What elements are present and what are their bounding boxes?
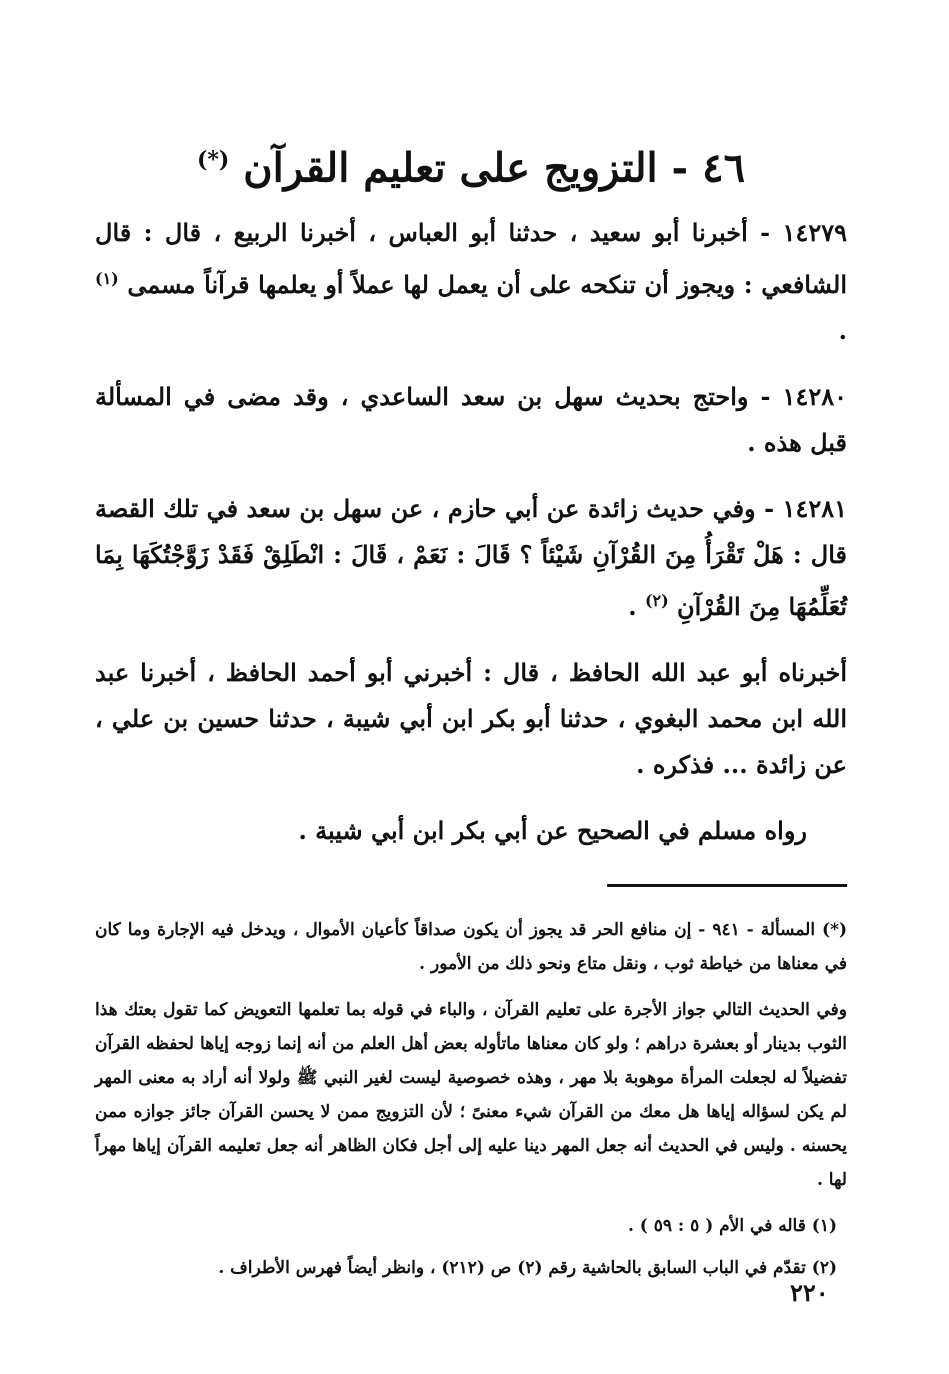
paragraph-text: ١٤٢٨٠ - واحتج بحديث سهل بن سعد الساعدي ، وقد مضى في المسألة قبل هذه .: [95, 382, 847, 458]
footnote-star: (*) المسألة - ٩٤١ - إن منافع الحر قد يجوز أن يكون صداقاً كأعيان الأموال ، ويدخل فيه الإجارة وما كان في معناها من خياطة ثوب ، ونقل متاع ونحو ذلك من الأمور .: [95, 920, 847, 975]
paragraph-14281: [95, 486, 847, 630]
footnote-commentary: وفي الحديث التالي جواز الأجرة على تعليم القرآن ، والباء في قوله بما تعلمها التعويض كما تقول بعتك هذا الثوب بدينار أو بعشرة دراهم ؛ ولو كان معناها ماتأوله بعض أهل العلم من أنه إنما زوجه إياها لحفظه القرآن تفضيلاً له لجعلت المرأة موهوبة بلا مهر ، وهذه خصوصية ليست لغير النبي ﷺ ولولا أنه أراد به معنى المهر لم يكن لسؤاله إياها هل معك من القرآن شيء معنىً ؛ لأن التزويج ممن لا يحسن القرآن جائز جوازه ممن يحسنه . وليس في الحديث أنه جعل المهر دينا عليه إلى أجل فكان الظاهر أنه جعل تعليمه القرآن إياها مهراً لها .: [95, 1000, 847, 1191]
page-number: ٢٢٠: [790, 1278, 829, 1307]
footnote-2: (٢) تقدّم في الباب السابق بالحاشية رقم (٢) ص (٢١٢) ، وانظر أيضاً فهرس الأطراف .: [218, 1258, 837, 1279]
chapter-title: [95, 130, 847, 198]
chapter-title-text: ٤٦ - التزويج على تعليم القرآن: [243, 144, 746, 192]
footnote-1: (١) قاله في الأم ( ٥ : ٥٩ ) .: [627, 1216, 837, 1237]
paragraph-isnad: [95, 650, 847, 788]
paragraph-end: .: [838, 316, 847, 346]
paragraph-14280: [95, 374, 847, 466]
footnote-ref-2: (٢): [644, 591, 669, 611]
footnote-separator: [607, 884, 847, 887]
paragraph-text: أخبرناه أبو عبد الله الحافظ ، قال : أخبرني أبو أحمد الحافظ ، أخبرنا عبد الله ابن محمد البغوي ، حدثنا أبو بكر ابن أبي شيبة ، حدثنا حسين بن علي ، عن زائدة ... فذكره .: [95, 658, 847, 780]
paragraph-text: ١٤٢٧٩ - أخبرنا أبو سعيد ، حدثنا أبو العباس ، أخبرنا الربيع ، قال : قال الشافعي : ويجوز أن تنكحه على أن يعمل لها عملاً أو يعلمها قرآناً مسمى: [95, 218, 847, 300]
paragraph-14279: [95, 210, 847, 354]
paragraph-muslim: [95, 808, 847, 854]
footnote-ref-1: (١): [95, 269, 119, 289]
paragraph-text: ١٤٢٨١ - وفي حديث زائدة عن أبي حازم ، عن سهل بن سعد في تلك القصة قال : هَلْ تَقْرَأُ مِنَ القُرْآنِ شَيْئاً ؟ قَالَ : نَعَمْ ، قَالَ : انْطَلِقْ فَقَدْ زَوَّجْتُكَهَا بِمَا تُعَلِّمُهَا مِنَ القُرْآنِ: [95, 494, 847, 622]
paragraph-end: .: [628, 592, 645, 622]
chapter-title-footnote-mark: (*): [196, 147, 230, 173]
paragraph-text: رواه مسلم في الصحيح عن أبي بكر ابن أبي شيبة .: [298, 816, 807, 846]
page-body: [95, 130, 847, 1293]
